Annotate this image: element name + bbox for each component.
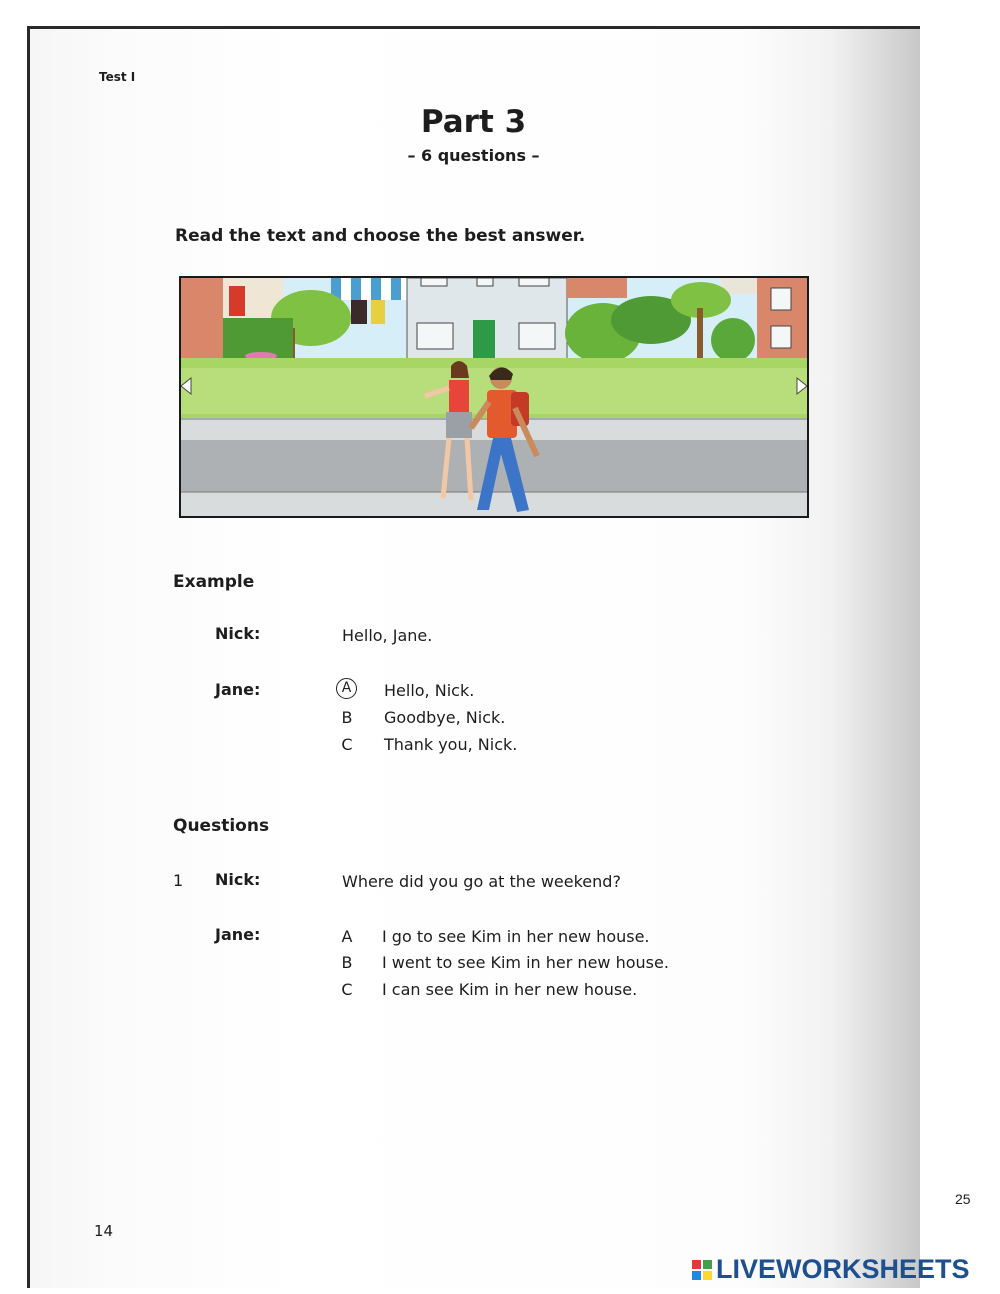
question-1-line-nick: Where did you go at the weekend? bbox=[342, 872, 621, 891]
example-option-b-text: Goodbye, Nick. bbox=[384, 708, 506, 727]
page-number-right: 25 bbox=[955, 1191, 971, 1207]
test-label: Test I bbox=[99, 70, 136, 84]
example-speaker-jane: Jane: bbox=[215, 680, 261, 699]
question-1-option-b-letter[interactable]: B bbox=[341, 953, 353, 972]
example-option-c-text: Thank you, Nick. bbox=[384, 735, 518, 754]
question-1-option-c-letter[interactable]: C bbox=[341, 980, 353, 999]
scanned-page bbox=[27, 26, 920, 1288]
example-option-b-letter: B bbox=[341, 708, 353, 727]
street-scene-illustration bbox=[181, 278, 807, 516]
questions-count: – 6 questions – bbox=[407, 146, 540, 165]
question-1-option-a-text[interactable]: I go to see Kim in her new house. bbox=[382, 927, 650, 946]
example-option-a-circled: A bbox=[336, 678, 357, 699]
example-option-c-letter: C bbox=[341, 735, 353, 754]
question-1-number: 1 bbox=[173, 871, 184, 890]
part-title: Part 3 bbox=[420, 104, 527, 140]
page-number-left: 14 bbox=[94, 1222, 114, 1240]
logo-squares-icon bbox=[692, 1260, 712, 1280]
example-line-nick: Hello, Jane. bbox=[342, 626, 433, 645]
instruction: Read the text and choose the best answer. bbox=[175, 226, 586, 246]
questions-heading: Questions bbox=[173, 816, 270, 836]
question-1-option-a-letter[interactable]: A bbox=[341, 927, 353, 946]
question-1-speaker-nick: Nick: bbox=[215, 870, 261, 889]
question-1-speaker-jane: Jane: bbox=[215, 925, 261, 944]
question-1-option-b-text[interactable]: I went to see Kim in her new house. bbox=[382, 953, 669, 972]
street-scene-picture bbox=[179, 276, 809, 518]
logo-text: LIVEWORKSHEETS bbox=[716, 1254, 970, 1284]
example-speaker-nick: Nick: bbox=[215, 624, 261, 643]
question-1-option-c-text[interactable]: I can see Kim in her new house. bbox=[382, 980, 638, 999]
example-heading: Example bbox=[173, 572, 255, 592]
liveworksheets-logo bbox=[692, 1254, 970, 1285]
example-option-a-text: Hello, Nick. bbox=[384, 681, 475, 700]
